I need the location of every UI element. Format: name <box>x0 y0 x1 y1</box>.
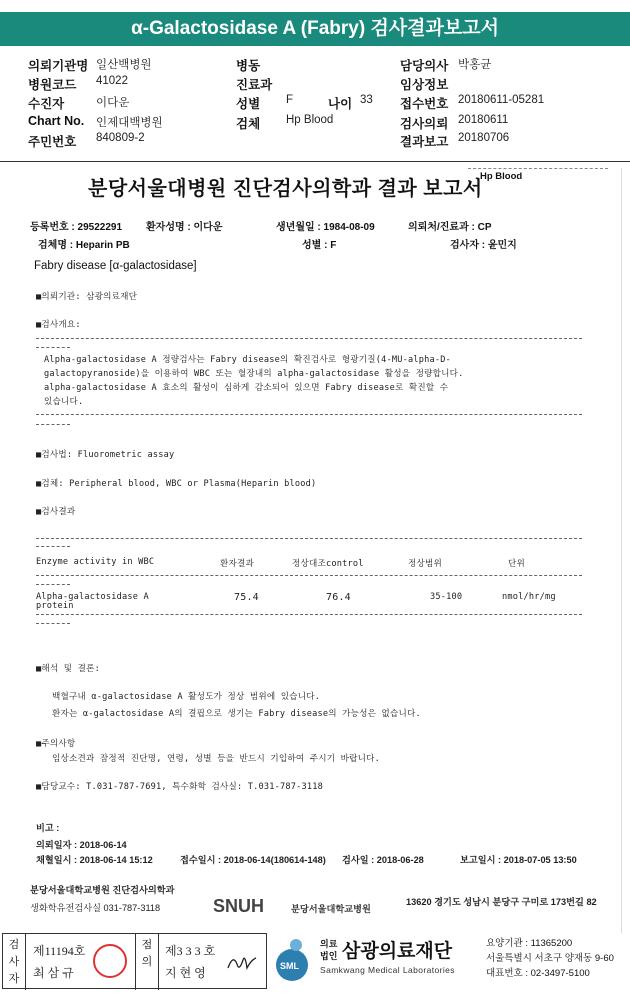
overview-heading: ■검사개요: <box>36 320 81 330</box>
notes-heading: ■주의사항 <box>36 739 76 749</box>
examiner: 검사자 : 윤민지 <box>450 240 517 251</box>
method-line: ■검사법: Fluorometric assay <box>36 450 175 460</box>
resident-label: 주민번호 <box>28 135 77 149</box>
hospital-lab: 분당서울대학교병원 진단검사의학과 <box>30 885 175 895</box>
birth-date: 생년월일 : 1984-08-09 <box>276 222 375 233</box>
snuh-name: 분당서울대학교병원 <box>291 904 371 914</box>
org-type-1: 의료 <box>320 939 338 949</box>
lab-phone: 생화학유전검사실 031-787-3118 <box>30 903 161 913</box>
requester-line: ■의뢰기관: 삼광의료재단 <box>36 292 138 302</box>
contact-line: ■담당교수: T.031-787-7691, 특수화학 검사실: T.031-787-3118 <box>36 782 323 792</box>
requester-label: 의뢰기관명 <box>28 59 89 73</box>
row-name-2: protein <box>36 601 74 611</box>
receipt-value: 20180611-05281 <box>458 94 545 106</box>
header-info <box>0 52 630 156</box>
row-name-1: Alpha-galactosidase A <box>36 592 149 602</box>
divider <box>36 347 70 348</box>
org-address: 서울특별시 서초구 양재동 9-60 <box>486 953 614 964</box>
chart-label: Chart No. <box>28 114 85 128</box>
snuh-logo <box>213 896 413 920</box>
report-date-value: 20180706 <box>458 132 510 144</box>
report-title: α-Galactosidase A (Fabry) 검사결과보고서 <box>0 12 630 46</box>
divider <box>36 338 582 339</box>
patient-name: 환자성명 : 이다운 <box>146 222 223 233</box>
org-info <box>486 936 614 981</box>
disease-name: Fabry disease [α-galactosidase] <box>34 260 197 272</box>
divider <box>25 934 26 990</box>
overview-line-4: 있습니다. <box>44 397 84 407</box>
hospital-code-value: 41022 <box>96 75 128 87</box>
col-enzyme: Enzyme activity in WBC <box>36 557 155 567</box>
collector-label: 수진자 <box>28 97 65 111</box>
row-unit: nmol/hr/mg <box>502 592 556 602</box>
signature-icon <box>225 950 259 976</box>
patient-sex: 성별 : F <box>302 240 337 251</box>
col-patient: 환자결과 <box>220 559 255 569</box>
confirm-name: 지 현 영 <box>165 966 206 980</box>
doctor-label: 담당의사 <box>400 59 449 73</box>
hospital-address: 13620 경기도 성남시 분당구 구미로 173번길 82 <box>406 897 597 907</box>
resident-value: 840809-2 <box>96 132 145 144</box>
sample-line: ■검체: Peripheral blood, WBC or Plasma(Heparin blood) <box>36 479 317 489</box>
org-phone: 대표번호 : 02-3497-5100 <box>486 968 590 979</box>
row-control: 76.4 <box>326 592 351 603</box>
overview-line-3: alpha-galactosidase A 효소의 활성이 심하게 감소되어 있으면 Fabry disease로 확진할 수 <box>44 383 449 393</box>
row-range: 35-100 <box>430 592 463 602</box>
divider <box>36 546 70 547</box>
interp-heading: ■해석 및 결론: <box>36 664 101 674</box>
examiner-license: 제11194호 <box>33 944 86 958</box>
chart-value: 인제대백병원 <box>96 117 163 129</box>
interp-line-2: 환자는 α-galactosidase A의 결핍으로 생기는 Fabry disease의 가능성은 없습니다. <box>52 709 421 719</box>
interp-line-1: 백혈구내 α-galactosidase A 활성도가 정상 범위에 있습니다. <box>52 692 321 702</box>
footer <box>0 933 630 991</box>
divider <box>36 538 582 539</box>
header-divider <box>0 161 630 162</box>
specimen-label: 검체 <box>236 117 261 131</box>
notes-line-1: 임상소견과 잠정적 진단명, 연령, 성별 등을 반드시 기입하여 주시기 바랍니다. <box>52 754 381 764</box>
doctor-value: 박홍균 <box>458 59 492 71</box>
red-seal-icon <box>93 944 127 978</box>
scanned-report <box>8 168 622 933</box>
report-date-label: 결과보고 <box>400 135 449 149</box>
request-value: 20180611 <box>458 114 509 126</box>
divider <box>36 424 70 425</box>
org-name: 삼광의료재단 <box>342 941 453 962</box>
hospital-code-label: 병원코드 <box>28 78 77 92</box>
req-date: 의뢰일자 : 2018-06-14 <box>36 840 127 850</box>
report-heading: 분당서울대병원 진단검사의학과 결과 보고서 <box>88 178 483 200</box>
specimen-name: 검체명 : Heparin PB <box>38 240 130 251</box>
specimen-value: Hp Blood <box>286 114 334 126</box>
dept-label: 진료과 <box>236 78 273 92</box>
age-value: 33 <box>360 94 373 106</box>
test-date: 검사일 : 2018-06-28 <box>342 855 424 865</box>
confirm-vertical-label: 점 의 <box>141 939 153 968</box>
col-control: 정상대조control <box>292 559 364 569</box>
row-patient: 75.4 <box>234 592 259 603</box>
examiner-vertical-label: 검 사 자 <box>8 939 20 985</box>
result-heading: ■검사결과 <box>36 507 76 517</box>
signature-box <box>2 933 267 989</box>
examiner-name: 최 삼 규 <box>33 966 74 980</box>
confirm-license: 제3 3 3 호 <box>165 944 216 958</box>
clinical-label: 임상정보 <box>400 78 449 92</box>
sex-value: F <box>286 94 294 106</box>
top-divider <box>468 168 608 169</box>
col-range: 정상범위 <box>408 559 443 569</box>
col-unit: 단위 <box>508 559 526 569</box>
collector-value: 이다운 <box>96 97 130 109</box>
ward-label: 병동 <box>236 59 261 73</box>
overview-line-1: Alpha-galactosidase A 정량검사는 Fabry disease의 확진검사로 형광기질(4-MU-alpha-D- <box>44 355 451 365</box>
reg-no: 등록번호 : 29522291 <box>30 222 123 233</box>
remark: 비고 : <box>36 823 60 833</box>
org-english: Samkwang Medical Laboratories <box>320 965 455 975</box>
divider <box>36 575 582 576</box>
draw-date: 채혈일시 : 2018-06-14 15:12 <box>36 855 153 865</box>
requester-value: 일산백병원 <box>96 59 152 71</box>
sml-text: SML <box>280 961 299 971</box>
divider <box>36 414 582 415</box>
org-code: 요양기관 : 11365200 <box>486 938 573 949</box>
receipt-date: 접수일시 : 2018-06-14(180614-148) <box>180 855 326 865</box>
report-date: 보고일시 : 2018-07-05 13:50 <box>460 855 577 865</box>
hp-blood-stamp: Hp Blood <box>480 171 523 182</box>
divider <box>36 614 582 615</box>
org-type-2: 법인 <box>320 951 338 961</box>
divider <box>36 623 70 624</box>
age-label: 나이 <box>328 97 353 111</box>
sex-label: 성별 <box>236 97 261 111</box>
snuh-mark: SNUH <box>213 896 265 916</box>
overview-line-2: galactopyranoside)을 이용하여 WBC 또는 혈장내의 alpha-galactosidase 활성을 정량합니다. <box>44 369 464 379</box>
divider <box>158 934 159 990</box>
sml-logo <box>274 935 310 987</box>
request-label: 검사의뢰 <box>400 117 449 131</box>
dept: 의뢰처/진료과 : CP <box>408 222 492 233</box>
divider <box>36 584 70 585</box>
receipt-label: 접수번호 <box>400 97 449 111</box>
